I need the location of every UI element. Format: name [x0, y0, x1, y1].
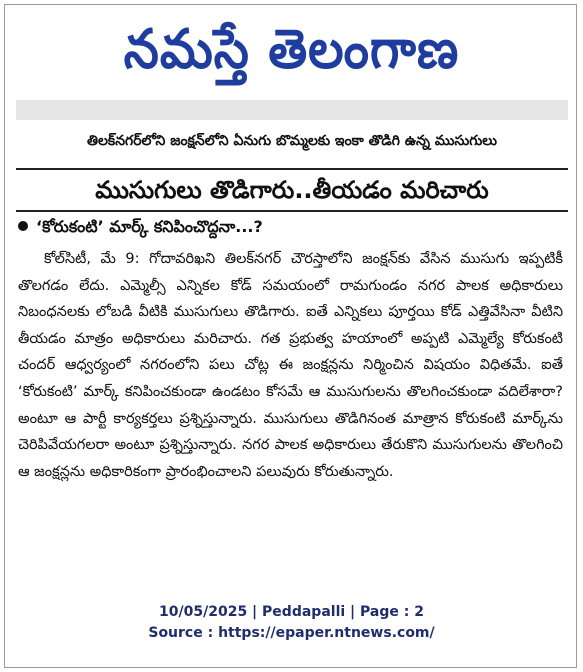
footer — [0, 602, 583, 644]
footer-source: Source : https://epaper.ntnews.com/ — [148, 625, 435, 641]
newspaper-masthead: నమస్తే తెలంగాణ — [123, 17, 460, 81]
grey-band — [16, 100, 568, 120]
article-paragraph: కోల్‌సిటీ, మే 9: గోదావరిఖని తిలక్‌నగర్‌ చౌరస్తాలోని జంక్షన్‌కు వేసిన ముసుగు ఇప్పటికీ తొలగడం లేదు. ఎమ్మెల్సీ ఎన్నికల కోడ్‌ సమయంలో రామగుండం నగర పాలక అధికారులు నిబంధనలకు లోబడి వీటికి ముసుగులు తొడిగారు. ఐతే ఎన్నికలు పూర్తయి కోడ్‌ ఎత్తివేసినా వీటిని తీయడం మాత్రం అధికారులు మరిచారు. గత ప్రభుత్వ హయాంలో అప్పటి ఎమ్మెల్యే కోరుకంటి చందర్‌ ఆధ్వర్యంలో నగరంలోని పలు చోట్ల ఈ జంక్షన్లను నిర్మించిన విషయం విధితమే. ఐతే ‘కోరుకంటి’ మార్క్‌ కనిపించకుండా ఉండటం కోసమే ఆ ముసుగులను తొలగించకుండా వదిలేశారా? అంటూ ఆ పార్టీ కార్యకర్తలు ప్రశ్నిస్తున్నారు. ముసుగులు తొడిగినంత మాత్రాన కోరుకంటి మార్క్‌ను చెరిపివేయగలరా అంటూ ప్రశ్నిస్తున్నారు. నగర పాలక అధికారులు తేరుకొని ముసుగులను తొలగించి ఆ జంక్షన్లను అధికారికంగా ప్రారంభించాలని పలువురు కోరుతున్నారు. — [18, 251, 563, 480]
footer-dateline: 10/05/2025 | Peddapalli | Page : 2 — [159, 604, 424, 620]
article-headline: ముసుగులు తొడిగారు..తీయడం మరిచారు — [16, 168, 568, 212]
subhead-text: ‘కోరుకంటి’ మార్క్‌ కనిపించొద్దనా...? — [36, 217, 263, 236]
article-body — [18, 246, 563, 485]
bullet-icon — [18, 221, 28, 231]
article-kicker: తిలక్‌నగర్‌లోని జంక్షన్‌లోని ఏనుగు బొమ్మలకు ఇంకా తొడిగి ఉన్న ముసుగులు — [87, 133, 497, 149]
article-subhead — [18, 212, 568, 242]
